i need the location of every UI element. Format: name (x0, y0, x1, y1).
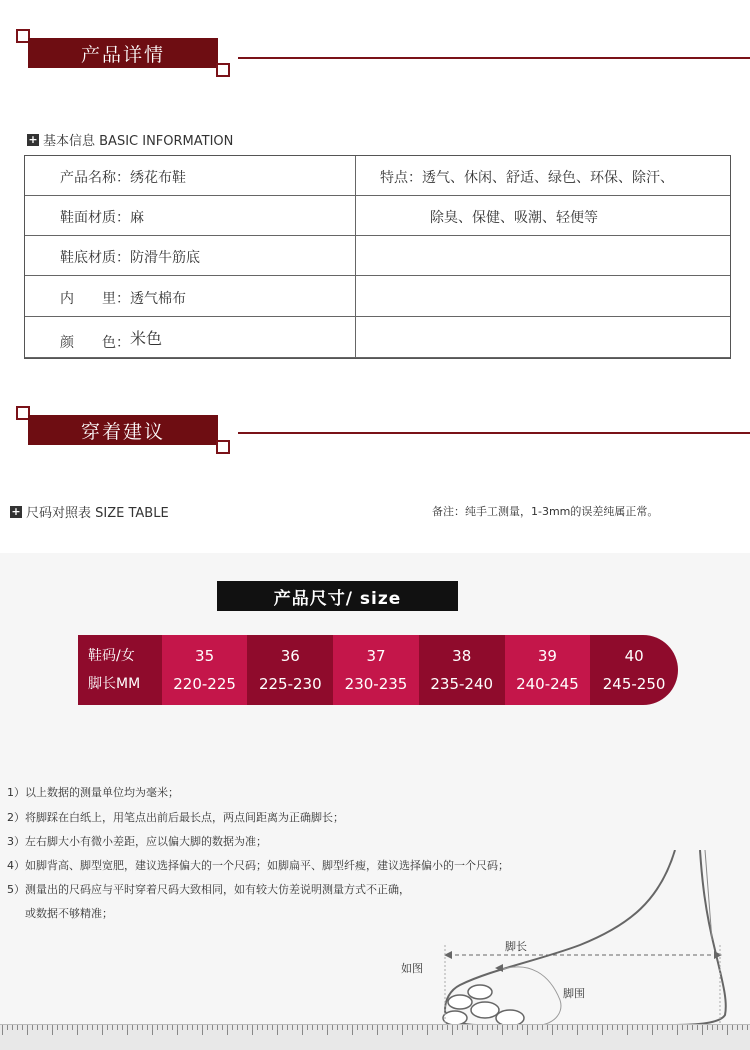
size-table-label: + 尺码对照表 SIZE TABLE (11, 504, 169, 521)
instruction-5: 5）测量出的尺码应与平时穿着尺码大致相同，如有较大仿差说明测量方式不正确， (7, 883, 410, 896)
instruction-5-cont: 或数据不够精准； (25, 907, 113, 920)
size-column: 35 220-225 (162, 635, 248, 705)
section-title-details: 产品详情 (28, 38, 218, 68)
instruction-2: 2）将脚踩在白纸上，用笔点出前后最长点，两点间距离为正确脚长； (7, 811, 344, 824)
section-header-details (0, 25, 750, 85)
instruction-4: 4）如脚背高、脚型宽肥，建议选择偏大的一个尺码；如脚扁平、脚型纤瘦，建议选择偏小的一个尺码； (7, 859, 509, 872)
table-divider (355, 156, 356, 358)
basic-info-label: + 基本信息 BASIC INFORMATION (28, 132, 234, 149)
color-value: 米色 (130, 329, 163, 348)
color-label: 颜 色：米色 (60, 329, 163, 351)
section-divider (238, 57, 750, 59)
section-header-wear (0, 402, 750, 462)
upper-material: 鞋面材质：麻 (60, 210, 144, 226)
instruction-1: 1）以上数据的测量单位均为毫米； (7, 786, 179, 799)
measurement-note: 备注：纯手工测量，1-3mm的误差纯属正常。 (432, 505, 659, 518)
table-row (25, 156, 730, 196)
product-name: 产品名称：绣花布鞋 (60, 170, 186, 186)
diagram-foot-length-label: 脚长 (505, 940, 527, 953)
row-label-length: 脚长MM (88, 676, 141, 692)
diagram-foot-girth-label: 脚围 (563, 987, 585, 1000)
section-divider (238, 432, 750, 434)
table-row (25, 236, 730, 276)
corner-ornament (216, 440, 230, 454)
size-table (78, 635, 678, 705)
features-line-2: 除臭、保健、吸潮、轻便等 (430, 210, 598, 226)
section-title-wear: 穿着建议 (28, 415, 218, 445)
ruler-strip (0, 1024, 750, 1050)
plus-icon: + (28, 132, 38, 146)
corner-ornament (216, 63, 230, 77)
table-row (25, 318, 730, 358)
basic-info-table (24, 155, 731, 359)
table-row (25, 277, 730, 317)
size-column: 39 240-245 (505, 635, 591, 705)
diagram-example-label: 如图 (401, 962, 423, 975)
size-row-labels (78, 635, 162, 705)
features-line-1: 特点：透气、休闲、舒适、绿色、环保、除汗、 (380, 170, 674, 186)
instruction-3: 3）左右脚大小有微小差距，应以偏大脚的数据为准； (7, 835, 267, 848)
foot-outline-icon (445, 850, 726, 1025)
table-row (25, 196, 730, 236)
size-column: 40 245-250 (590, 635, 678, 705)
sole-material: 鞋底材质：防滑牛筋底 (60, 250, 200, 266)
lining-material: 内 里：透气棉布 (60, 291, 186, 307)
row-label-size: 鞋码/女 (88, 648, 135, 664)
plus-icon: + (11, 504, 21, 518)
size-title: 产品尺寸/ size (217, 581, 458, 611)
size-column: 38 235-240 (419, 635, 505, 705)
size-column: 37 230-235 (333, 635, 419, 705)
size-column: 36 225-230 (247, 635, 333, 705)
